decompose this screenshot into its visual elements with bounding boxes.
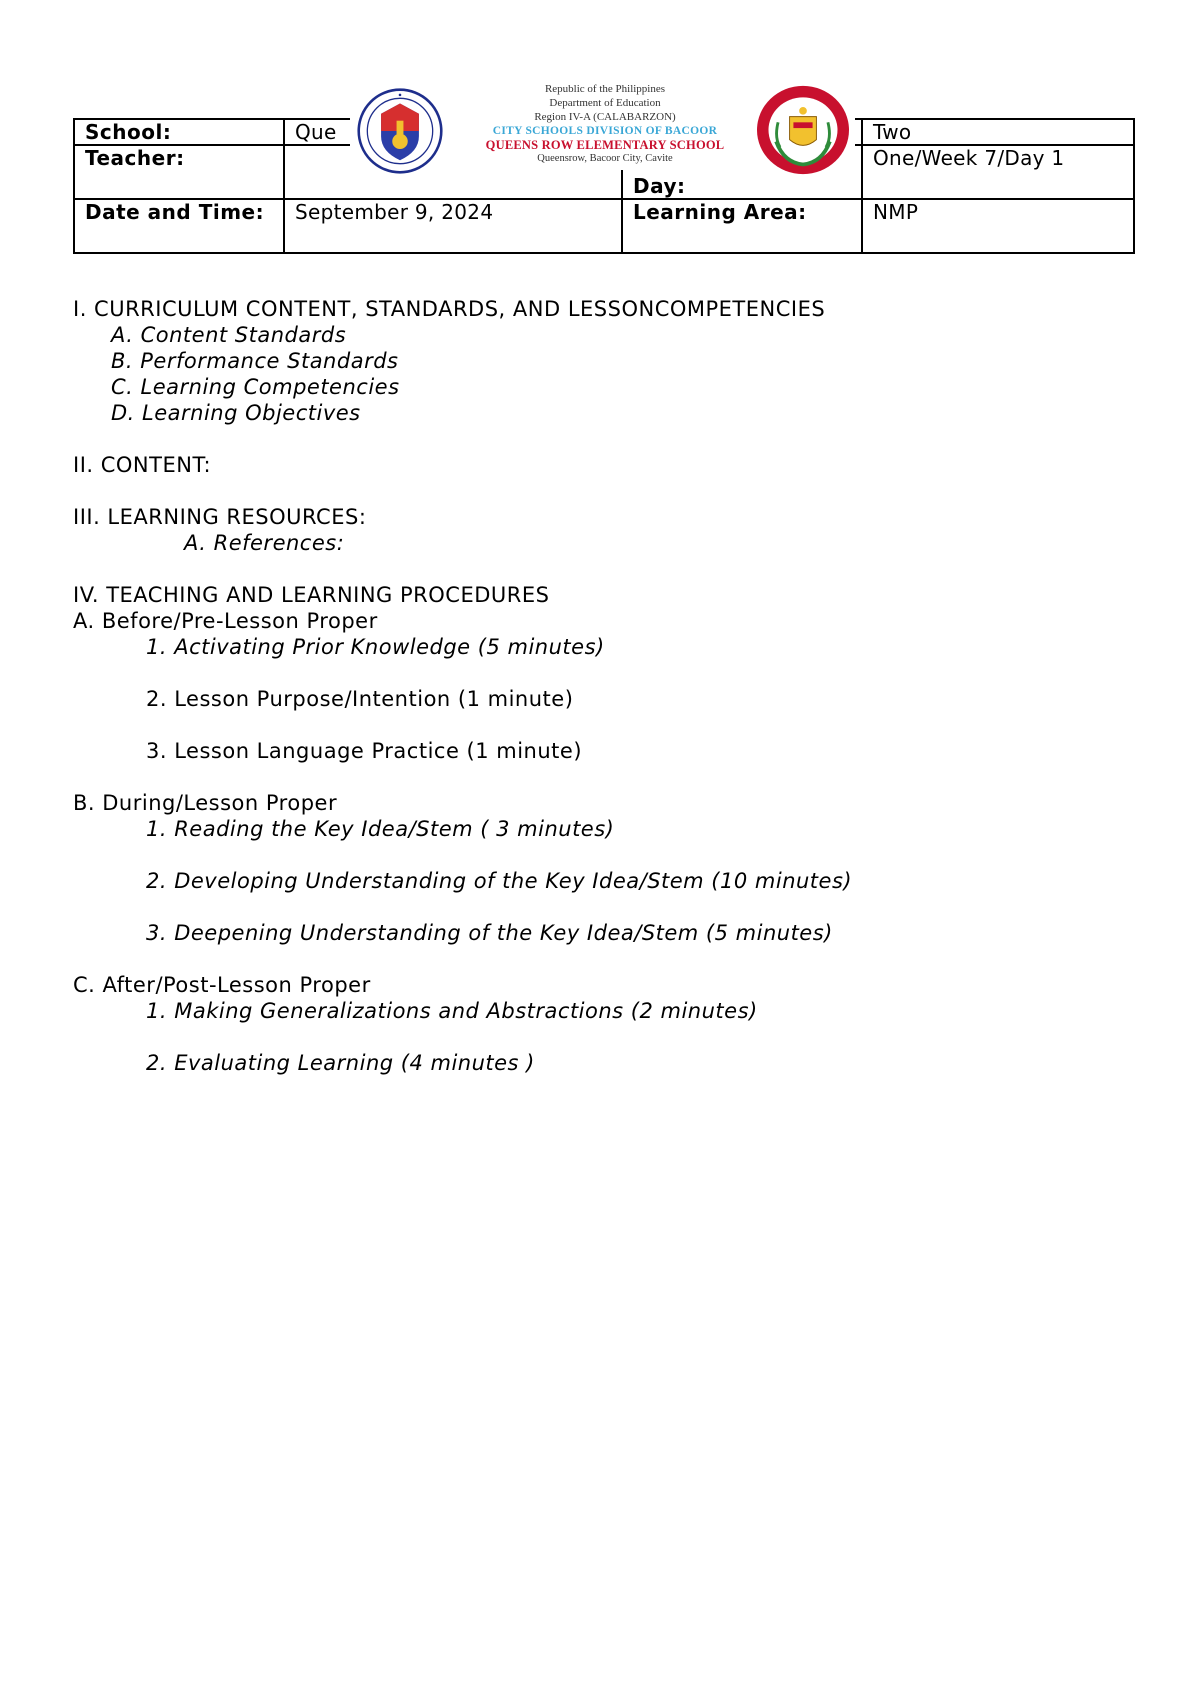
date-value: September 9, 2024 (284, 199, 622, 253)
section-2-title: II. CONTENT: (73, 453, 212, 477)
reading-key-idea-item: 1. Reading the Key Idea/Stem ( 3 minutes) (146, 817, 615, 841)
teacher-label: Teacher: (74, 145, 284, 199)
developing-understanding-item: 2. Developing Understanding of the Key Idea/Stem (10 minutes) (146, 869, 853, 893)
performance-standards-item: B. Performance Standards (111, 349, 399, 373)
lesson-purpose-item: 2. Lesson Purpose/Intention (1 minute) (146, 687, 574, 711)
learning-area-label: Learning Area: (622, 199, 862, 253)
evaluating-learning-item: 2. Evaluating Learning (4 minutes ) (146, 1051, 535, 1075)
letterhead-republic: Republic of the Philippines (544, 83, 666, 95)
letterhead-region: Region IV-A (CALABARZON) (534, 111, 676, 123)
letterhead-department: Department of Education (549, 97, 661, 109)
grade-value: Two (862, 119, 1134, 145)
section-3-title: III. LEARNING RESOURCES: (73, 505, 367, 529)
school-value: Que (284, 119, 622, 145)
learning-objectives-item: D. Learning Objectives (111, 401, 361, 425)
content-standards-item: A. Content Standards (111, 323, 347, 347)
activating-prior-knowledge-item: 1. Activating Prior Knowledge (5 minutes) (146, 635, 605, 659)
lesson-language-practice-item: 3. Lesson Language Practice (1 minute) (146, 739, 583, 763)
after-lesson-heading: C. After/Post-Lesson Proper (73, 973, 371, 997)
before-lesson-heading: A. Before/Pre-Lesson Proper (73, 609, 378, 633)
letterhead (350, 82, 855, 170)
section-4-title: IV. TEACHING AND LEARNING PROCEDURES (73, 583, 550, 607)
deepening-understanding-item: 3. Deepening Understanding of the Key Idea/Stem (5 minutes) (146, 921, 833, 945)
quarter-week-day-value: One/Week 7/Day 1 (862, 145, 1134, 199)
letterhead-address: Queensrow, Bacoor City, Cavite (537, 153, 673, 164)
letterhead-division: CITY SCHOOLS DIVISION OF BACOOR (492, 125, 718, 137)
during-lesson-heading: B. During/Lesson Proper (73, 791, 338, 815)
deped-seal-icon (357, 88, 443, 174)
school-label: School: (74, 119, 284, 145)
school-seal-icon (755, 84, 851, 176)
learning-competencies-item: C. Learning Competencies (111, 375, 400, 399)
learning-area-value: NMP (862, 199, 1134, 253)
making-generalizations-item: 1. Making Generalizations and Abstractions (2 minutes) (146, 999, 758, 1023)
references-item: A. References: (184, 531, 345, 555)
letterhead-school: QUEENS ROW ELEMENTARY SCHOOL (485, 138, 725, 152)
section-1-title: I. CURRICULUM CONTENT, STANDARDS, AND LESSONCOMPETENCIES (73, 297, 826, 321)
day-label: Day: (622, 145, 862, 199)
date-time-label: Date and Time: (74, 199, 284, 253)
